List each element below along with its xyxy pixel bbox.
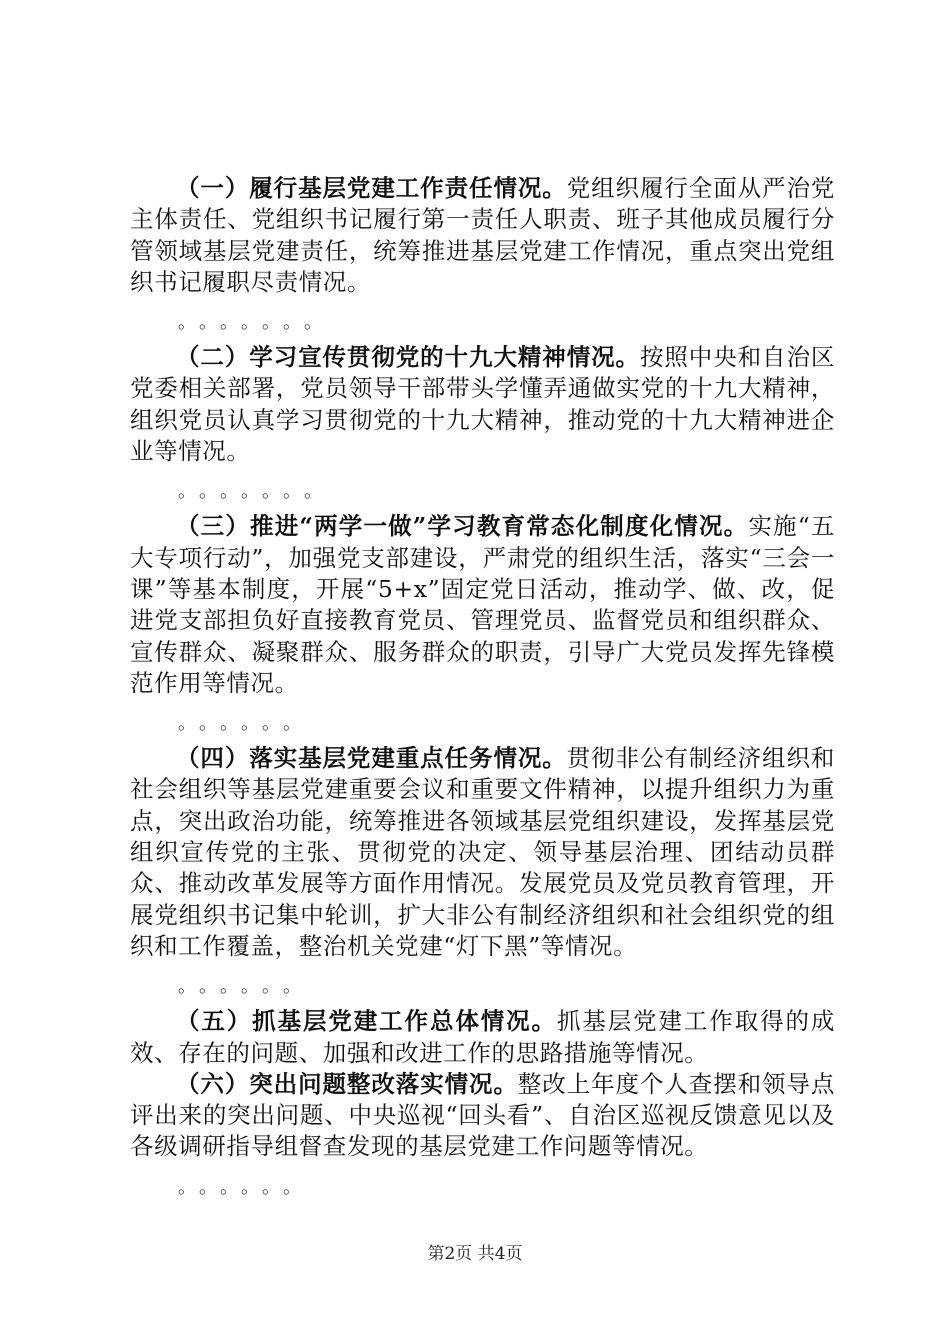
section-2-heading: （二）学习宣传贯彻党的十九大精神情况。 — [176, 343, 640, 372]
section-5-heading: （五）抓基层党建工作总体情况。 — [176, 1007, 557, 1036]
section-1-heading: （一）履行基层党建工作责任情况。 — [176, 174, 567, 202]
section-6 — [130, 1069, 835, 1163]
section-3 — [130, 511, 835, 699]
section-3-heading: （三）推进“两学一做”学习教育常态化制度化情况。 — [176, 512, 749, 541]
section-6-heading: （六）突出问题整改落实情况。 — [176, 1069, 518, 1098]
section-4-body: 贯彻非公有制经济组织和社会组织等基层党建重要会议和重要文件精神，以提升组织力为重点，突出政治功能，统筹推进各领域基层党组织建设，发挥基层党组织宣传党的主张、贯彻党的决定、领导基层治理、团结动员群众、推动改革发展等方面作用情况。发展党员及党员教育管理，开展党组织书记集中轮训，扩大非公有制经济组织和社会组织党的组织和工作覆盖，整治机关党建“灯下黑”等情况。 — [130, 744, 835, 960]
document-body — [130, 173, 835, 1207]
section-5 — [130, 1006, 835, 1069]
section-2-dots: 。。。。。。。 — [178, 481, 334, 503]
section-2-body: 按照中央和自治区党委相关部署，党员领导干部带头学懂弄通做实党的十九大精神，组织党员认真学习贯彻党的十九大精神，推动党的十九大精神进企业等情况。 — [130, 343, 835, 466]
section-6-dots: 。。。。。。 — [178, 1176, 313, 1198]
section-1 — [130, 173, 835, 298]
section-4-heading: （四）落实基层党建重点任务情况。 — [176, 744, 567, 773]
section-6-body: 整改上年度个人查摆和领导点评出来的突出问题、中央巡视“回头看”、自治区巡视反馈意见以及各级调研指导组督查发现的基层党建工作问题等情况。 — [130, 1069, 835, 1161]
section-5-body: 抓基层党建工作取得的成效、存在的问题、加强和改进工作的思路措施等情况。 — [130, 1007, 835, 1067]
page-footer: 第2页 共4页 — [427, 1244, 523, 1264]
section-2 — [130, 342, 835, 467]
section-3-dots: 。。。。。。 — [178, 713, 313, 735]
section-4 — [130, 743, 835, 962]
section-1-body: 党组织履行全面从严治党主体责任、党组织书记履行第一责任人职责、班子其他成员履行分管领域基层党建责任，统筹推进基层党建工作情况，重点突出党组织书记履职尽责情况。 — [130, 174, 835, 296]
section-3-body: 实施“五大专项行动”，加强党支部建设，严肃党的组织生活，落实“三会一课”等基本制度，开展“5+x”固定党日活动，推动学、做、改，促进党支部担负好直接教育党员、管理党员、监督党员和组织群众、宣传群众、凝聚群众、服务群众的职责，引导广大党员发挥先锋模范作用等情况。 — [130, 512, 835, 697]
section-1-dots: 。。。。。。。 — [178, 312, 334, 334]
section-4-dots: 。。。。。。 — [178, 976, 313, 998]
